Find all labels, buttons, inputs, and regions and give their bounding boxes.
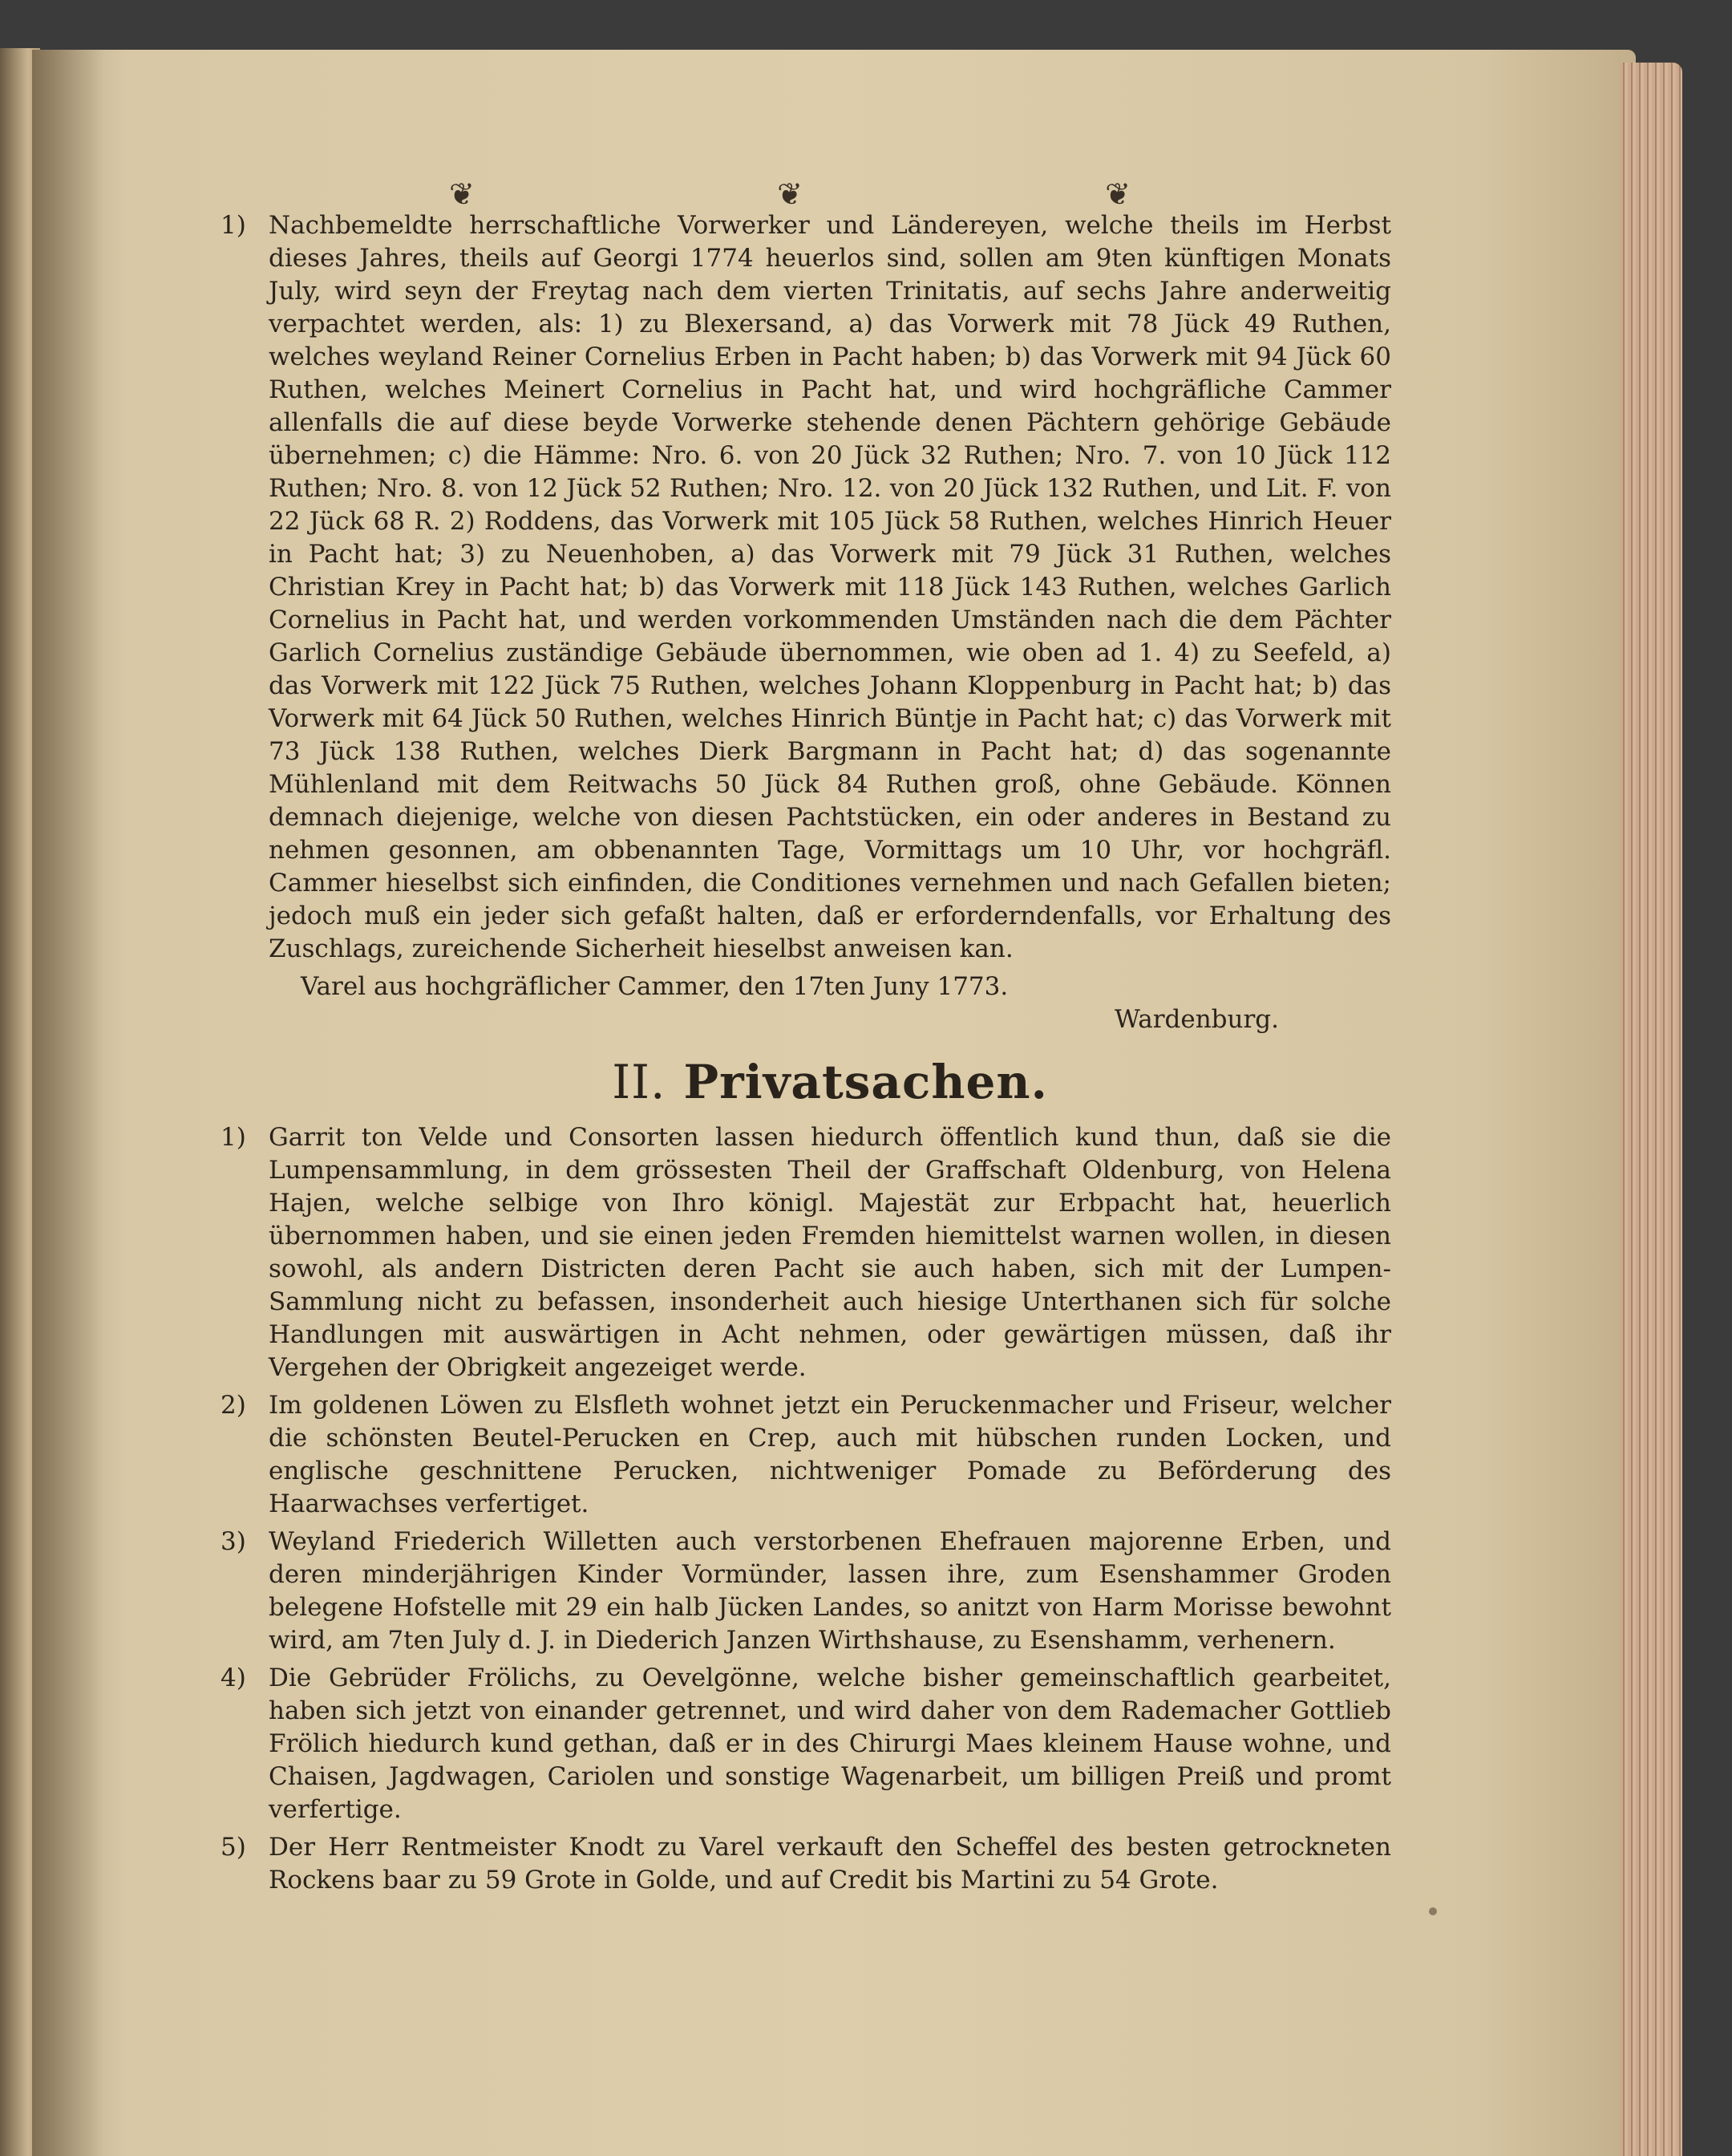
item-number: 1) — [221, 1123, 246, 1152]
ornament-icon: ❦ — [449, 176, 475, 212]
item-text: Im goldenen Löwen zu Elsfleth wohnet jetzt ein Peruckenmacher und Friseur, welcher die schönsten Beutel-Perucken en Crep, auch mit hübschen runden Locken, und englische geschnittene Perucken, nichtweniger Pomade zu Beförderung des Haarwachses verfertiget. — [269, 1391, 1391, 1518]
notice-item — [221, 1831, 1391, 1897]
page-text — [221, 180, 1391, 1902]
notice-item — [221, 1526, 1391, 1657]
notice-item — [221, 1662, 1391, 1826]
item-number: 5) — [221, 1833, 246, 1862]
ink-spot — [1429, 1907, 1437, 1915]
item-number: 1) — [221, 211, 246, 240]
section-heading — [269, 1054, 1391, 1110]
item-text: Nachbemeldte herrschaftliche Vorwerker und Ländereyen, welche theils im Herbst dieses Jahres, theils auf Georgi 1774 heuerlos sind, sollen am 9ten künftigen Monats July, wird seyn der Freytag nach dem vierten Trinitatis, auf sechs Jahre anderweitig verpachtet werden, als: 1) zu Blexersand, a) das Vorwerk mit 78 Jück 49 Ruthen, welches weyland Reiner Cornelius Erben in Pacht haben; b) das Vorwerk mit 94 Jück 60 Ruthen, welches Meinert Cornelius in Pacht hat, und wird hochgräfliche Cammer allenfalls die auf diese beyde Vorwerke stehende denen Pächtern gehörige Gebäude übernehmen; c) die Hämme: Nro. 6. von 20 Jück 32 Ruthen; Nro. 7. von 10 Jück 112 Ruthen; Nro. 8. von 12 Jück 52 Ruthen; Nro. 12. von 20 Jück 132 Ruthen, und Lit. F. von 22 Jück 68 R. 2) Roddens, das Vorwerk mit 105 Jück 58 Ruthen, welches Hinrich Heuer in Pacht hat; 3) zu Neuenhoben, a) das Vorwerk mit 79 Jück 31 Ruthen, welches Christian Krey in Pacht hat; b) das Vorwerk mit 118 Jück 143 Ruthen, welches Garlich Cornelius in Pacht hat, und werden vorkommenden Umständen nach die dem Pächter Garlich Cornelius zuständige Gebäude übernommen, wie oben ad 1. 4) zu Seefeld, a) das Vorwerk mit 122 Jück 75 Ruthen, welches Johann Kloppenburg in Pacht hat; b) das Vorwerk mit 64 Jück 50 Ruthen, welches Hinrich Büntje in Pacht hat; c) das Vorwerk mit 73 Jück 138 Ruthen, welches Dierk Bargmann in Pacht hat; d) das sogenannte Mühlenland mit dem Reitwachs 50 Jück 84 Ruthen groß, ohne Gebäude. Können demnach diejenige, welche von diesen Pachtstücken, ein oder anderes in Bestand zu nehmen gesonnen, am obbenannten Tage, Vormittags um 10 Uhr, vor hochgräfl. Cammer hieselbst sich einfinden, die Conditiones vernehmen und nach Gefallen bieten; jedoch muß ein jeder sich gefaßt halten, daß er erforderndenfalls, vor Erhaltung des Zuschlags, zureichende Sicherheit hieselbst anweisen kan. — [269, 211, 1391, 963]
section-title: Privatsachen. — [683, 1055, 1048, 1109]
item-text: Der Herr Rentmeister Knodt zu Varel verkauft den Scheffel des besten getrockneten Rockens baar zu 59 Grote in Golde, und auf Credit bis Martini zu 54 Grote. — [269, 1833, 1391, 1895]
gutter-shadow — [32, 50, 104, 2156]
item-text: Garrit ton Velde und Consorten lassen hiedurch öffentlich kund thun, daß sie die Lumpensammlung, in dem grössesten Theil der Graffschaft Oldenburg, von Helena Hajen, welche selbige von Ihro königl. Majestät zur Erbpacht hat, heuerlich übernommen haben, und sie einen jeden Fremden hiemittelst warnen wollen, in diesen sowohl, als andern Districten deren Pacht sie auch haben, sich mit der Lumpen-Sammlung nicht zu befassen, insonderheit auch hiesige Unterthanen sich für solche Handlungen mit auswärtigen in Acht nehmen, oder gewärtigen müssen, daß ihr Vergehen der Obrigkeit angezeiget werde. — [269, 1123, 1391, 1382]
item-text: Die Gebrüder Frölichs, zu Oevelgönne, welche bisher gemeinschaftlich gearbeitet, haben sich jetzt von einander getrennet, und wird daher von dem Rademacher Gottlieb Frölich hiedurch kund gethan, daß er in des Chirurgi Maes kleinem Hause wohne, und Chaisen, Jagdwagen, Cariolen und sonstige Wagenarbeit, um billigen Preiß und promt verfertige. — [269, 1664, 1391, 1824]
item-text: Weyland Friederich Willetten auch verstorbenen Ehefrauen majorenne Erben, und deren minderjährigen Kinder Vormünder, lassen ihre, zum Esenshammer Groden belegene Hofstelle mit 29 ein halb Jücken Landes, so anitzt von Harm Morisse bewohnt wird, am 7ten July d. J. in Diederich Janzen Wirthshause, zu Esenshamm, verhenern. — [269, 1527, 1391, 1655]
item-number: 3) — [221, 1527, 246, 1556]
ornament-icon: ❦ — [1105, 176, 1131, 212]
item-number: 2) — [221, 1391, 246, 1420]
page-stack-edge — [1620, 63, 1682, 2156]
notice-item — [221, 209, 1391, 966]
section-numeral: II. — [612, 1055, 666, 1109]
signature: Wardenburg. — [1115, 1005, 1279, 1034]
notice-item — [221, 1121, 1391, 1384]
notice-item — [221, 1389, 1391, 1521]
ornament-icon: ❦ — [777, 176, 803, 212]
dateline: Varel aus hochgräflicher Cammer, den 17ten Juny 1773. — [301, 972, 1009, 1001]
item-number: 4) — [221, 1664, 246, 1692]
